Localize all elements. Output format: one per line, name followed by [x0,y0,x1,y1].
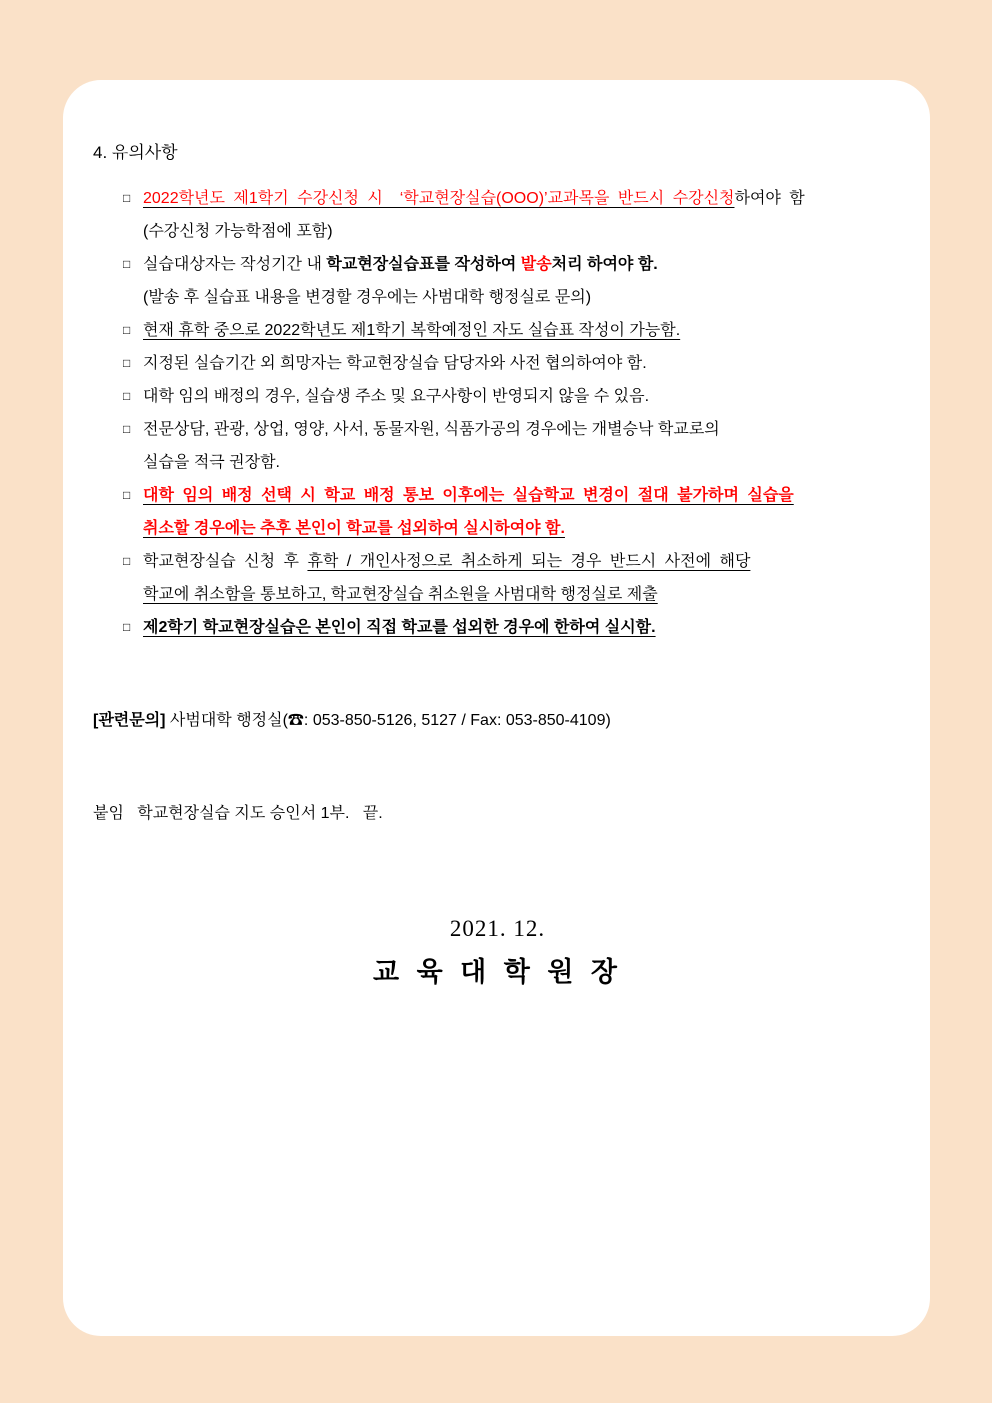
bullet-square-icon: □ [123,191,131,205]
contact-office: 사범대학 행정실( [165,712,288,729]
text-segment: 지정된 실습기간 외 희망자는 학교현장실습 담당자와 사전 협의하여야 함. [143,355,647,372]
bullet-square-icon: □ [123,323,131,337]
text-segment: 학교에 취소함을 통보하고, 학교현장실습 취소원을 사범대학 행정실로 제출 [143,586,658,603]
signature-line: 교 육 대 학 원 장 [373,957,622,987]
text-segment: 실습대상자는 작성기간 내 [143,256,327,273]
bullet-square-icon: □ [123,488,131,502]
notice-line [143,611,902,644]
notice-line [143,314,902,347]
notice-item [123,380,902,413]
notice-item-lines [143,347,902,380]
text-segment: 학교현장실습표를 작성하여 [326,256,521,273]
notice-line [143,446,902,479]
text-segment: 취소할 경우에는 추후 본인이 학교를 섭외하여 실시하여야 함. [143,520,565,537]
text-segment: 대학 임의 배정의 경우, 실습생 주소 및 요구사항이 반영되지 않을 수 있음. [143,388,650,405]
bullet-square-icon: □ [123,356,131,370]
text-segment: 전문상담, 관광, 상업, 영양, 사서, 동물자원, 식품가공의 경우에는 개별승낙 학교로의 [143,421,720,438]
text-segment: (수강신청 가능학점에 포함) [143,223,333,240]
text-segment: (발송 후 실습표 내용을 변경할 경우에는 사범대학 행정실로 문의) [143,289,592,306]
notice-line [143,512,902,545]
section-heading: 4. 유의사항 [93,143,178,162]
text-segment: 학교현장실습 신청 후 [143,553,308,570]
phone-icon: ☎ [287,712,304,729]
attachment-line: 붙임 학교현장실습 지도 승인서 1부. 끝. [93,805,383,822]
text-segment: 제2학기 학교현장실습은 본인이 직접 학교를 섭외한 경우에 한하여 실시함. [143,619,656,636]
notice-line [143,380,902,413]
notice-line [143,182,902,215]
notice-line [143,578,902,611]
text-segment: 발송 [520,256,552,273]
text-segment: 실습을 적극 권장함. [143,454,280,471]
bullet-square-icon: □ [123,554,131,568]
notice-item-lines [143,479,902,545]
notice-item [123,611,902,644]
notice-line [143,248,902,281]
notice-item [123,347,902,380]
notice-list [123,182,902,644]
notice-line [143,479,902,512]
document-content [63,80,930,992]
contact-line [93,704,902,737]
date-line: 2021. 12. [449,916,546,941]
notice-line [143,413,902,446]
notice-item-lines [143,248,902,314]
document-card [63,80,930,1336]
notice-item [123,248,902,314]
notice-item-lines [143,413,902,479]
notice-item-lines [143,380,902,413]
notice-item-lines [143,611,902,644]
text-segment: 하여야 함 [734,190,805,207]
bullet-square-icon: □ [123,389,131,403]
contact-label: [관련문의] [93,712,166,729]
notice-line [143,545,902,578]
notice-item-lines [143,182,902,248]
text-segment: 현재 휴학 중으로 2022학년도 제1학기 복학예정인 자도 실습표 작성이 가능함. [143,322,681,339]
text-segment: 2022학년도 제1학기 수강신청 시 ‘학교현장실습(OOO)’교과목을 반드시 수강신청 [143,190,735,207]
notice-item [123,314,902,347]
bullet-square-icon: □ [123,257,131,271]
notice-line [143,281,902,314]
notice-item [123,182,902,248]
notice-line [143,347,902,380]
notice-item-lines [143,314,902,347]
text-segment: 처리 하여야 함. [551,256,658,273]
text-segment: 휴학 / 개인사정으로 취소하게 되는 경우 반드시 사전에 해당 [307,553,751,570]
text-segment: 대학 임의 배정 선택 시 학교 배정 통보 이후에는 실습학교 변경이 절대 불가하며 실습을 [143,487,794,504]
notice-item [123,545,902,611]
bullet-square-icon: □ [123,620,131,634]
notice-item-lines [143,545,902,611]
bullet-square-icon: □ [123,422,131,436]
notice-line [143,215,902,248]
notice-item [123,479,902,545]
contact-numbers: : 053-850-5126, 5127 / Fax: 053-850-4109) [303,712,611,729]
notice-item [123,413,902,479]
